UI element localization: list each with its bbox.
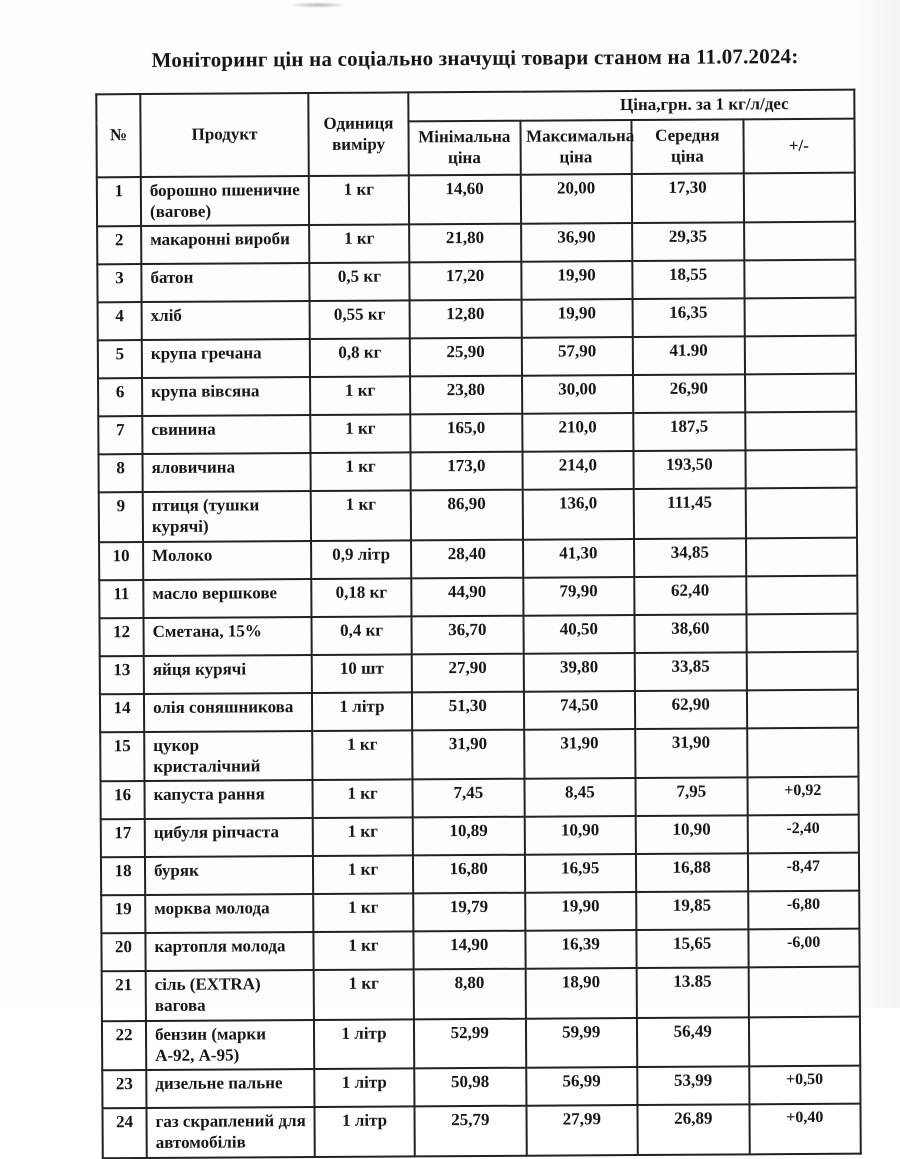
cell-max-price: 16,39 xyxy=(525,930,637,969)
cell-product: цукор кристалічний xyxy=(144,731,312,781)
cell-max-price: 8,45 xyxy=(524,778,636,817)
table-row xyxy=(99,538,857,581)
cell-delta xyxy=(744,336,856,375)
table-row xyxy=(102,1104,860,1158)
cell-max-price: 41,30 xyxy=(523,539,635,578)
cell-product: морква молода xyxy=(145,894,313,933)
cell-product: макаронні вироби xyxy=(141,225,309,264)
cell-max-price: 214,0 xyxy=(522,452,634,491)
cell-row-number: 11 xyxy=(99,580,143,618)
cell-min-price: 36,70 xyxy=(411,616,523,655)
cell-row-number: 12 xyxy=(99,618,143,656)
cell-delta: +0,92 xyxy=(747,777,859,816)
cell-avg-price: 62,40 xyxy=(634,576,746,615)
cell-avg-price: 111,45 xyxy=(634,489,746,539)
table-row xyxy=(97,173,855,227)
table-row xyxy=(98,298,856,341)
cell-row-number: 14 xyxy=(100,694,144,732)
cell-row-number: 24 xyxy=(102,1108,146,1158)
cell-max-price: 19,90 xyxy=(525,892,637,931)
cell-product: крупа вівсяна xyxy=(142,377,310,416)
cell-min-price: 25,90 xyxy=(410,338,522,377)
cell-unit: 10 шт xyxy=(312,654,412,693)
cell-min-price: 165,0 xyxy=(410,414,522,453)
cell-unit: 1 кг xyxy=(309,175,409,225)
cell-avg-price: 10,90 xyxy=(636,816,748,855)
cell-min-price: 12,80 xyxy=(410,300,522,339)
cell-avg-price: 16,35 xyxy=(633,299,745,338)
table-row xyxy=(102,1017,860,1071)
table-row xyxy=(102,967,860,1021)
cell-product: буряк xyxy=(145,856,313,895)
cell-row-number: 5 xyxy=(98,341,142,379)
table-row xyxy=(97,222,855,265)
cell-max-price: 210,0 xyxy=(522,414,634,453)
cell-product: бензин (марки А-92, А-95) xyxy=(146,1020,314,1070)
cell-max-price: 36,90 xyxy=(521,224,633,263)
cell-delta: -6,00 xyxy=(748,929,860,968)
cell-product: картопля молода xyxy=(145,932,313,971)
cell-min-price: 7,45 xyxy=(412,779,524,818)
cell-delta: -6,80 xyxy=(748,891,860,930)
cell-unit: 1 літр xyxy=(314,1107,414,1157)
cell-product: Молоко xyxy=(143,541,311,580)
cell-row-number: 6 xyxy=(98,379,142,417)
col-header-delta: +/- xyxy=(743,119,855,174)
cell-min-price: 21,80 xyxy=(409,224,521,263)
cell-min-price: 86,90 xyxy=(411,490,523,540)
cell-delta: -2,40 xyxy=(747,815,859,854)
cell-row-number: 10 xyxy=(99,542,143,580)
cell-unit: 1 кг xyxy=(313,856,413,895)
cell-row-number: 18 xyxy=(101,857,145,895)
cell-avg-price: 26,89 xyxy=(637,1105,749,1155)
cell-min-price: 28,40 xyxy=(411,540,523,579)
cell-delta xyxy=(744,298,856,337)
cell-avg-price: 16,88 xyxy=(636,854,748,893)
cell-max-price: 57,90 xyxy=(521,338,633,377)
cell-avg-price: 62,90 xyxy=(635,690,747,729)
table-row xyxy=(99,488,857,542)
cell-delta xyxy=(746,538,858,577)
cell-avg-price: 187,5 xyxy=(633,413,745,452)
cell-product: яловичина xyxy=(142,453,310,492)
cell-delta: +0,50 xyxy=(749,1066,861,1105)
table-row xyxy=(99,576,857,619)
cell-min-price: 31,90 xyxy=(412,730,524,780)
cell-row-number: 9 xyxy=(99,493,143,543)
cell-min-price: 10,89 xyxy=(413,817,525,856)
cell-product: птиця (тушки курячі) xyxy=(143,491,311,541)
cell-product: хліб xyxy=(142,301,310,340)
cell-min-price: 51,30 xyxy=(412,692,524,731)
cell-delta: +0,40 xyxy=(749,1104,861,1154)
cell-product: цибуля ріпчаста xyxy=(145,818,313,857)
cell-row-number: 1 xyxy=(97,177,141,227)
cell-min-price: 16,80 xyxy=(413,855,525,894)
cell-delta xyxy=(747,728,859,778)
col-header-price-group: Ціна,грн. за 1 кг/л/дес xyxy=(408,90,854,122)
cell-unit: 1 кг xyxy=(310,453,410,492)
cell-unit: 1 кг xyxy=(310,377,410,416)
cell-row-number: 4 xyxy=(98,303,142,341)
cell-max-price: 39,80 xyxy=(523,653,635,692)
cell-max-price: 16,95 xyxy=(524,854,636,893)
cell-unit: 1 кг xyxy=(309,225,409,264)
cell-avg-price: 56,49 xyxy=(637,1017,749,1067)
cell-max-price: 56,99 xyxy=(526,1067,638,1106)
table-row xyxy=(98,336,856,379)
cell-row-number: 7 xyxy=(98,417,142,455)
cell-max-price: 40,50 xyxy=(523,615,635,654)
cell-product: борошно пшеничне (вагове) xyxy=(141,176,309,226)
scan-streak xyxy=(854,0,900,1008)
cell-avg-price: 29,35 xyxy=(632,223,744,262)
cell-max-price: 31,90 xyxy=(524,729,636,779)
cell-product: Сметана, 15% xyxy=(143,617,311,656)
cell-product: масло вершкове xyxy=(143,579,311,618)
cell-avg-price: 26,90 xyxy=(633,375,745,414)
cell-unit: 0,9 літр xyxy=(311,540,411,579)
cell-row-number: 13 xyxy=(100,656,144,694)
cell-avg-price: 31,90 xyxy=(635,728,747,778)
cell-avg-price: 7,95 xyxy=(635,778,747,817)
cell-avg-price: 18,55 xyxy=(632,261,744,300)
table-row xyxy=(100,690,858,733)
page-title: Моніторинг цін на соціально значущі товари станом на 11.07.2024: xyxy=(151,44,799,72)
cell-unit: 1 літр xyxy=(312,692,412,731)
table-row xyxy=(101,815,859,858)
cell-max-price: 10,90 xyxy=(524,816,636,855)
cell-product: яйця курячі xyxy=(144,655,312,694)
cell-product: газ скраплений для автомобілів xyxy=(146,1107,314,1157)
cell-unit: 1 кг xyxy=(310,415,410,454)
cell-delta xyxy=(745,488,857,538)
cell-min-price: 173,0 xyxy=(410,452,522,491)
cell-avg-price: 53,99 xyxy=(637,1067,749,1106)
cell-row-number: 3 xyxy=(97,265,141,303)
cell-max-price: 74,50 xyxy=(523,691,635,730)
cell-delta: -8,47 xyxy=(747,853,859,892)
cell-max-price: 59,99 xyxy=(525,1018,637,1068)
cell-unit: 0,5 кг xyxy=(309,263,409,302)
table-row xyxy=(101,929,859,972)
cell-product: капуста рання xyxy=(144,780,312,819)
cell-delta xyxy=(748,967,860,1017)
cell-product: свинина xyxy=(142,415,310,454)
cell-avg-price: 193,50 xyxy=(633,451,745,490)
col-header-product: Продукт xyxy=(140,93,309,177)
price-table-body xyxy=(97,173,861,1158)
table-row xyxy=(98,412,856,455)
cell-unit: 0,4 кг xyxy=(311,616,411,655)
cell-max-price: 19,90 xyxy=(521,300,633,339)
cell-min-price: 14,60 xyxy=(409,175,521,225)
cell-delta xyxy=(746,576,858,615)
cell-delta xyxy=(745,412,857,451)
cell-delta xyxy=(746,690,858,729)
cell-unit: 1 кг xyxy=(314,970,414,1020)
cell-delta xyxy=(744,222,856,261)
cell-row-number: 16 xyxy=(100,781,144,819)
table-row xyxy=(100,652,858,695)
cell-row-number: 8 xyxy=(98,455,142,493)
table-row xyxy=(101,853,859,896)
page-content xyxy=(95,44,862,1159)
cell-avg-price: 15,65 xyxy=(636,930,748,969)
cell-delta xyxy=(745,374,857,413)
cell-max-price: 136,0 xyxy=(522,490,634,540)
table-row xyxy=(97,260,855,303)
cell-avg-price: 41.90 xyxy=(633,337,745,376)
cell-min-price: 50,98 xyxy=(414,1068,526,1107)
table-row xyxy=(99,614,857,657)
col-header-unit: Одиниця виміру xyxy=(308,92,409,176)
cell-unit: 1 кг xyxy=(313,818,413,857)
cell-max-price: 20,00 xyxy=(520,174,632,224)
col-header-max-price: Максимальна ціна xyxy=(520,120,632,175)
cell-avg-price: 19,85 xyxy=(636,892,748,931)
table-row xyxy=(100,777,858,820)
cell-avg-price: 38,60 xyxy=(634,614,746,653)
price-table-header xyxy=(96,90,854,178)
cell-delta xyxy=(746,614,858,653)
table-row xyxy=(100,728,858,782)
cell-product: олія соняшникова xyxy=(144,693,312,732)
cell-product: крупа гречана xyxy=(142,339,310,378)
col-header-avg-price: Середня ціна xyxy=(631,119,743,174)
cell-row-number: 17 xyxy=(101,819,145,857)
cell-delta xyxy=(746,652,858,691)
cell-max-price: 27,99 xyxy=(526,1105,638,1155)
cell-unit: 1 літр xyxy=(314,1069,414,1108)
cell-product: дизельне пальне xyxy=(146,1069,314,1108)
cell-avg-price: 33,85 xyxy=(635,652,747,691)
cell-max-price: 30,00 xyxy=(522,376,634,415)
cell-delta xyxy=(744,260,856,299)
cell-product: батон xyxy=(141,263,309,302)
cell-min-price: 27,90 xyxy=(412,654,524,693)
cell-avg-price: 34,85 xyxy=(634,538,746,577)
scan-smudge xyxy=(288,2,348,8)
cell-min-price: 23,80 xyxy=(410,376,522,415)
cell-min-price: 17,20 xyxy=(409,262,521,301)
cell-min-price: 8,80 xyxy=(414,969,526,1019)
cell-unit: 1 літр xyxy=(314,1019,414,1069)
cell-row-number: 2 xyxy=(97,227,141,265)
cell-unit: 1 кг xyxy=(311,491,411,541)
cell-row-number: 20 xyxy=(101,933,145,971)
cell-unit: 0,8 кг xyxy=(310,339,410,378)
cell-unit: 1 кг xyxy=(312,730,412,780)
cell-product: сіль (EXTRA) вагова xyxy=(146,970,314,1020)
table-row xyxy=(98,374,856,417)
cell-unit: 1 кг xyxy=(313,894,413,933)
cell-min-price: 44,90 xyxy=(411,578,523,617)
table-row xyxy=(98,450,856,493)
table-row xyxy=(102,1066,860,1109)
cell-min-price: 19,79 xyxy=(413,893,525,932)
table-row xyxy=(101,891,859,934)
cell-delta xyxy=(748,1017,860,1067)
cell-min-price: 14,90 xyxy=(413,931,525,970)
cell-avg-price: 13.85 xyxy=(637,968,749,1018)
cell-delta xyxy=(745,450,857,489)
cell-max-price: 19,90 xyxy=(521,262,633,301)
cell-unit: 0,18 кг xyxy=(311,578,411,617)
col-header-min-price: Мінімальна ціна xyxy=(408,121,520,176)
cell-max-price: 18,90 xyxy=(525,968,637,1018)
cell-min-price: 25,79 xyxy=(414,1106,526,1156)
cell-avg-price: 17,30 xyxy=(632,173,744,223)
cell-row-number: 19 xyxy=(101,895,145,933)
cell-row-number: 21 xyxy=(102,971,146,1021)
cell-row-number: 22 xyxy=(102,1021,146,1071)
cell-delta xyxy=(743,173,855,223)
cell-unit: 1 кг xyxy=(313,932,413,971)
cell-max-price: 79,90 xyxy=(523,577,635,616)
cell-unit: 1 кг xyxy=(312,780,412,819)
col-header-number: № xyxy=(96,94,141,177)
cell-min-price: 52,99 xyxy=(414,1019,526,1069)
price-table xyxy=(95,89,861,1159)
cell-row-number: 15 xyxy=(100,732,144,782)
cell-row-number: 23 xyxy=(102,1070,146,1108)
cell-unit: 0,55 кг xyxy=(310,301,410,340)
